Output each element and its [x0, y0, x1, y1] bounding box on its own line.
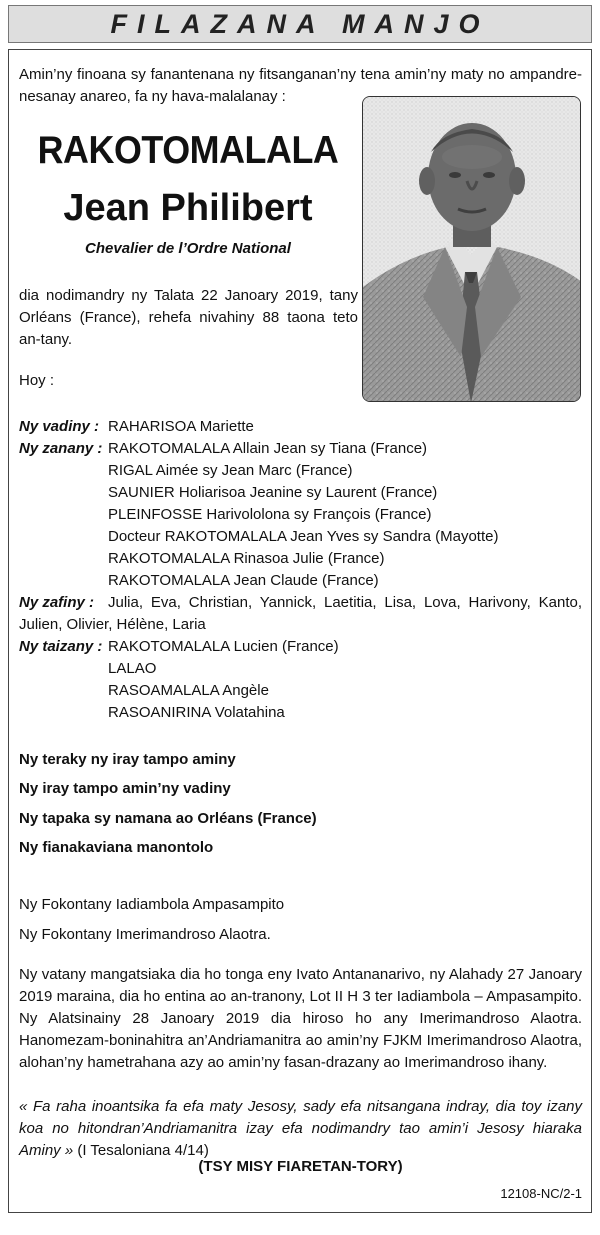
relation-name: RAHARISOA Mariette [108, 418, 254, 435]
quote-reference: (I Tesaloniana 4/14) [77, 1142, 209, 1159]
intro-text: Amin’ny finoana sy fanantenana ny fitsanganan’ny tena amin’ny maty no ampandre-nesanay anareo, fa ny hava-malalanay : [19, 66, 582, 105]
family-group: Ny tapaka sy namana ao Orléans (France) [19, 809, 317, 827]
family-groups [19, 745, 317, 862]
relation-name: PLEINFOSSE Harivololona sy François (France) [108, 506, 432, 523]
family-group: Ny teraky ny iray tampo aminy [19, 751, 236, 768]
relation-name: RASOAMALALA Angèle [108, 682, 269, 699]
deceased-given-names: Jean Philibert [63, 187, 313, 229]
relation-name: RASOANIRINA Volatahina [108, 704, 285, 721]
funeral-arrangements: Ny vatany mangatsiaka dia ho tonga eny Ivato Antananarivo, ny Alahady 27 Janoary 2019 maraina, dia ho entina ao an-tranony, Lot II H 3 ter Iadiambola – Ampasampito. Ny Alatsinainy 28 Janoary 2019 dia hiroso ho any Imerimandroso Alaotra. Hanomezam-boninahitra an’Andriamanitra ao amin’ny FJKM Imerimandroso Alaotra, alohan’ny hametrahana azy ao amin’ny fasan-drazany ao Imerimandroso ihany. [19, 966, 582, 1071]
notice-title: FILAZANA MANJO [110, 8, 490, 39]
relation-name: RAKOTOMALALA Lucien (France) [108, 638, 339, 655]
deceased-surname: RAKOTOMALALA [37, 129, 339, 172]
relation-label: Ny zafiny : [19, 594, 95, 611]
fokontany-line: Ny Fokontany Imerimandroso Alaotra. [19, 926, 271, 943]
deceased-honor: Chevalier de l’Ordre National [85, 240, 291, 257]
reference-code: 12108-NC/2-1 [500, 1186, 582, 1201]
quote-text: « Fa raha inoantsika fa efa maty Jesosy, sady efa nitsangana indray, dia toy izany koa no hitondran’Andriamanitra izay efa nodimandry tao amin’i Jesosy hiaraka Aminy » [19, 1098, 582, 1159]
relation-name: RIGAL Aimée sy Jean Marc (France) [108, 462, 353, 479]
fokontany-line: Ny Fokontany Iadiambola Ampasampito [19, 896, 285, 913]
portrait-image [363, 97, 581, 402]
family-group: Ny iray tampo amin’ny vadiny [19, 780, 231, 798]
relation-names-text: Julia, Eva, Christian, Yannick, Laetitia, Lisa, Lova, Harivony, Kanto, Julien, Olivier, Hélène, Laria [19, 594, 582, 633]
relation-name: Docteur RAKOTOMALALA Jean Yves sy Sandra (Mayotte) [108, 528, 499, 545]
relation-label: Ny taizany : [19, 638, 103, 655]
relation-label: Ny zanany : [19, 440, 103, 457]
death-notice: dia nodimandry ny Talata 22 Janoary 2019, tany Orléans (France), rehefa nivahiny 88 taona teto an-tany. [19, 287, 358, 348]
relation-label: Ny vadiny : [19, 418, 100, 435]
relation-name: LALAO [108, 660, 157, 677]
relation-name: RAKOTOMALALA Rinasoa Julie (France) [108, 550, 385, 567]
notice-header [8, 5, 592, 43]
portrait-photo [362, 96, 581, 402]
family-group: Ny fianakaviana manontolo [19, 838, 214, 856]
relation-name: RAKOTOMALALA Allain Jean sy Tiana (France) [108, 440, 428, 457]
no-flowers-note: (TSY MISY FIARETAN-TORY) [198, 1158, 403, 1175]
scripture-quote [19, 1096, 582, 1162]
relation-name: SAUNIER Holiarisoa Jeanine sy Laurent (France) [108, 484, 438, 501]
relation-name: RAKOTOMALALA Jean Claude (France) [108, 572, 379, 589]
hoy-label: Hoy : [19, 372, 55, 389]
